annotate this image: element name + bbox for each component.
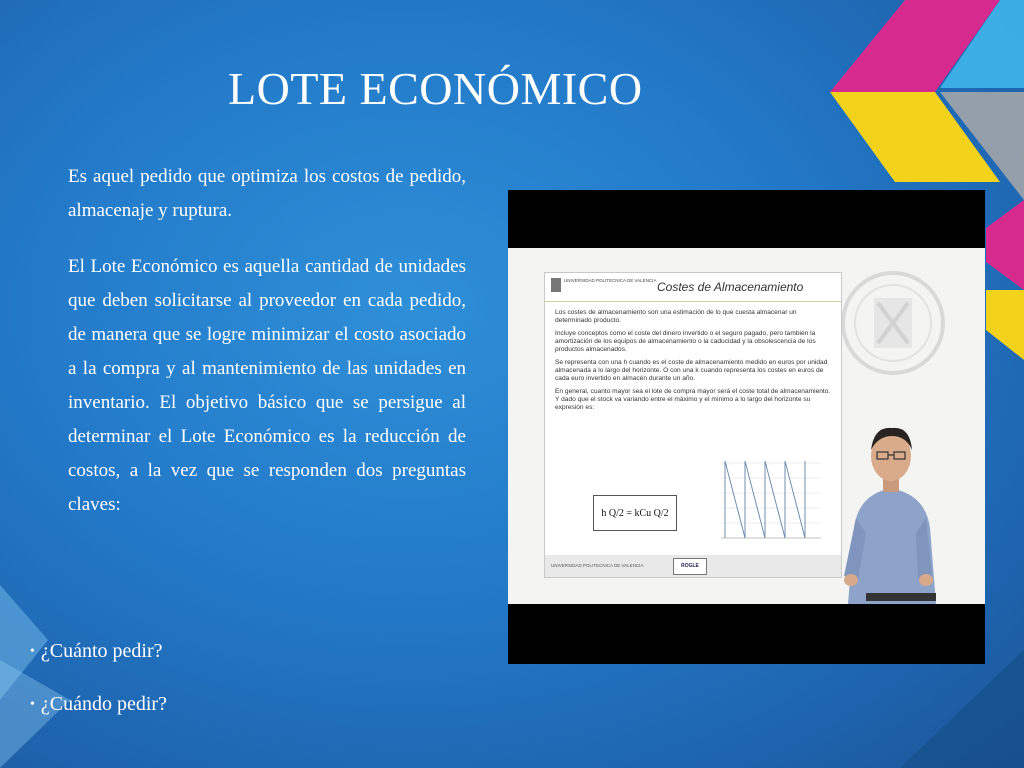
bullet-dot-icon: • (30, 697, 35, 712)
embedded-video[interactable] (508, 190, 985, 664)
footer-text: UNIVERSIDAD POLITECNICA DE VALENCIA (551, 563, 644, 568)
lecture-bullet: En general, cuanto mayor sea el lote de compra mayor será el coste total de almacenamiento. Y dado que el stock va variando entre el máximo y el mínimo a lo largo del horizonte su expresión es: (555, 388, 831, 411)
lecture-bullet: Los costes de almacenamiento son una estimación de lo que cuesta almacenar un determinado producto. (555, 309, 797, 324)
bullet-item (30, 640, 163, 663)
footer-logo: ROGLE (673, 558, 707, 575)
lecture-slide-footer (545, 555, 841, 577)
lecture-slide-title: Costes de Almacenamiento (657, 280, 804, 294)
yellow-side-shape (986, 290, 1024, 360)
lecture-slide-body (555, 309, 835, 417)
lecture-slide (544, 272, 842, 578)
presenter-figure-icon (836, 398, 946, 604)
bullet-text: ¿Cuándo pedir? (40, 693, 167, 715)
explanation-paragraph: El Lote Económico es aquella cantidad de unidades que deben solicitarse al proveedor en cada pedido, de manera que se logre minimizar el costo asociado a la compra y al mantenimiento de las unidades en inventario. El objetivo básico que se persigue al determinar el Lote Económico es la reducción de costos, a la vez que se responden dos preguntas claves: (68, 256, 466, 515)
shield-icon (551, 278, 561, 292)
bullet-text: ¿Cuánto pedir? (40, 640, 163, 662)
right-dark-triangle (900, 650, 1024, 768)
definition-paragraph: Es aquel pedido que optimiza los costos de pedido, almacenaje y ruptura. (68, 166, 466, 221)
slide-title: LOTE ECONÓMICO (228, 63, 643, 114)
bullet-dot-icon: • (30, 644, 35, 659)
university-logo: UNIVERSIDAD POLITECNICA DE VALENCIA (551, 278, 656, 292)
lecture-slide-header (545, 273, 841, 302)
bullet-item (30, 693, 167, 716)
magenta-side-shape (986, 200, 1024, 290)
university-watermark-icon (838, 258, 948, 388)
lecture-bullet: Se representa con una h cuando es el coste de almacenamiento medido en euros por unidad almacenada a lo largo del horizonte. O con una k cuando representa los costes en euros de cada euro invertido en almacén durante un año. (555, 359, 828, 382)
cost-formula: h Q/2 = kCu Q/2 (593, 495, 677, 531)
sawtooth-stock-chart (721, 453, 821, 543)
lecture-bullet: Incluye conceptos como el coste del dinero invertido o el seguro pagado, pero también la amortización de los equipos de almacenamiento o la caducidad y la obsolescencia de los productos almacenados. (555, 330, 816, 353)
video-screen (508, 248, 985, 604)
